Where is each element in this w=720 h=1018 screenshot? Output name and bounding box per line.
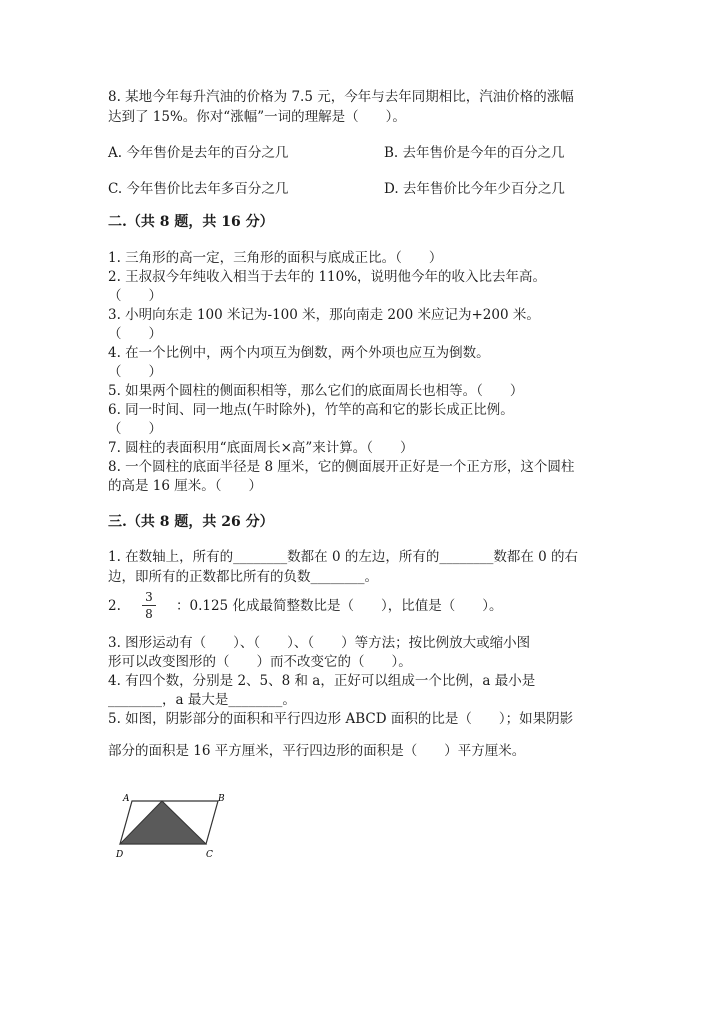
s2-line: 2. 王叔叔今年纯收入相当于去年的 110%，说明他今年的收入比去年高。	[108, 269, 547, 285]
s3-q5-line-2: 部分的面积是 16 平方厘米，平行四边形的面积是（ ）平方厘米。	[108, 743, 526, 759]
s3-q4-line-2: ________，a 最大是________。	[108, 692, 296, 708]
s3-q3-line-1: 3. 图形运动有（ ）、（ ）、（ ）等方法；按比例放大或缩小图	[108, 635, 531, 651]
s3-q5-line-1: 5. 如图，阴影部分的面积和平行四边形 ABCD 面积的比是（ ）；如果阴影	[108, 711, 574, 727]
s2-line: （ ）	[108, 421, 162, 437]
s3-q2-number: 2.	[108, 598, 121, 614]
question-8-line-1: 8. 某地今年每升汽油的价格为 7.5 元，今年与去年同期相比，汽油价格的涨幅	[108, 89, 574, 105]
vertex-label-b: B	[218, 794, 225, 804]
vertex-label-d: D	[116, 850, 124, 860]
shaded-triangle	[120, 801, 206, 844]
s2-line: 3. 小明向东走 100 米记为-100 米，那向南走 200 米应记为+200 米。	[108, 307, 540, 323]
section-3-title: 三.（共 8 题，共 26 分）	[108, 514, 274, 530]
fraction-numerator: 3	[142, 590, 156, 606]
s3-q3-line-2: 形可以改变图形的（ ）而不改变它的（ ）。	[108, 654, 412, 670]
s3-q1-line-2: 边，即所有的正数都比所有的负数________。	[108, 569, 378, 585]
option-d: D. 去年售价比今年少百分之几	[384, 181, 565, 197]
s2-line: 7. 圆柱的表面积用“底面周长×高”来计算。（ ）	[108, 440, 414, 456]
s2-line: 8. 一个圆柱的底面半径是 8 厘米，它的侧面展开正好是一个正方形，这个圆柱	[108, 459, 575, 475]
fraction-3-8	[142, 590, 156, 621]
question-8-line-2: 达到了 15%。你对“涨幅”一词的理解是（ ）。	[108, 109, 406, 125]
s3-q1-line-1: 1. 在数轴上，所有的________数都在 0 的左边，所有的________数都在 0 的右	[108, 549, 579, 565]
option-a: A. 今年售价是去年的百分之几	[108, 145, 289, 161]
s2-line: （ ）	[108, 288, 162, 304]
s3-q4-line-1: 4. 有四个数，分别是 2、5、8 和 a，正好可以组成一个比例，a 最小是	[108, 673, 536, 689]
fraction-denominator: 8	[145, 607, 153, 621]
s2-line: （ ）	[108, 364, 162, 380]
parallelogram-figure	[114, 790, 234, 862]
s2-line: 1. 三角形的高一定，三角形的面积与底成正比。（ ）	[108, 250, 443, 266]
option-b: B. 去年售价是今年的百分之几	[384, 145, 565, 161]
option-c: C. 今年售价比去年多百分之几	[108, 181, 289, 197]
section-2-title: 二.（共 8 题，共 16 分）	[108, 214, 274, 230]
s2-line: 5. 如果两个圆柱的侧面积相等，那么它们的底面周长也相等。（ ）	[108, 383, 524, 399]
s2-line: 6. 同一时间、同一地点(午时除外)，竹竿的高和它的影长成正比例。	[108, 402, 514, 418]
vertex-label-a: A	[123, 794, 130, 804]
s3-q2-text: ：0.125 化成最简整数比是（ ），比值是（ ）。	[176, 598, 503, 614]
vertex-label-c: C	[206, 850, 213, 860]
s2-line: 4. 在一个比例中，两个内项互为倒数，两个外项也应互为倒数。	[108, 345, 490, 361]
s2-line: 的高是 16 厘米。（ ）	[108, 478, 263, 494]
s2-line: （ ）	[108, 326, 162, 342]
